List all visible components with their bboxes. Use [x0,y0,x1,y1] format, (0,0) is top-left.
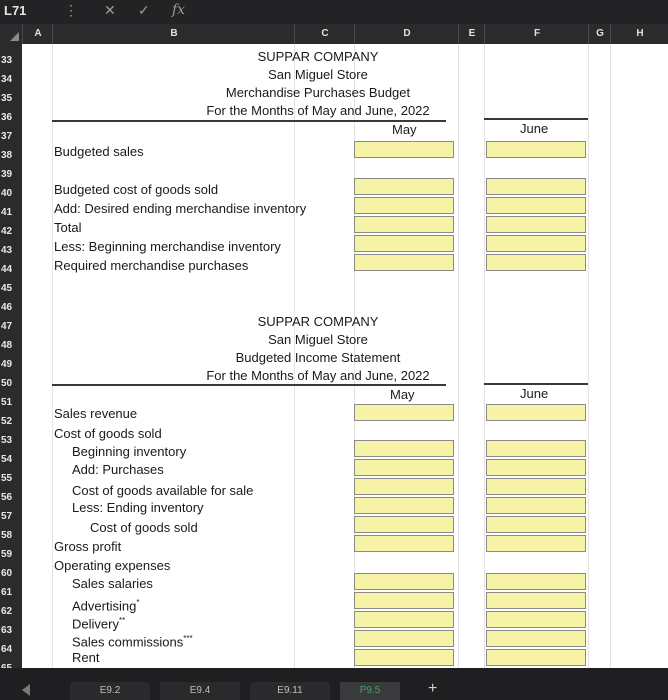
sheet-tab-bar [0,668,668,700]
function-icon[interactable]: fx [172,2,186,18]
cost-available-label: Cost of goods available for sale [72,483,254,498]
column-header-a[interactable]: A [22,24,53,44]
income-statement-company: SUPPAR COMPANY [257,314,379,329]
june-budgeted-sales-input[interactable] [486,141,586,158]
june-ending-inventory-input[interactable] [486,497,586,514]
may-total-input[interactable] [354,216,454,233]
row-header[interactable]: 40 [1,188,13,199]
may-budgeted-sales-input[interactable] [354,141,454,158]
row-header[interactable]: 51 [1,397,13,408]
june-purchases-input[interactable] [486,459,586,476]
select-all-corner[interactable] [0,24,22,44]
budgeted-sales-label: Budgeted sales [54,144,144,159]
june-beginning-inventory-input[interactable] [486,440,586,457]
june-advertising-input[interactable] [486,592,586,609]
column-header-h[interactable]: H [610,24,668,44]
row-header[interactable]: 59 [1,549,13,560]
row-header[interactable]: 63 [1,625,13,636]
june-total-input[interactable] [486,216,586,233]
row-header[interactable]: 48 [1,340,13,351]
confirm-icon[interactable]: ✓ [138,2,150,18]
june-sales-commissions-input[interactable] [486,630,586,647]
row-header[interactable]: 49 [1,359,13,370]
income-statement-store: San Miguel Store [268,332,368,347]
june-desired-ending-input[interactable] [486,197,586,214]
may-purchases-input[interactable] [354,459,454,476]
add-sheet-icon[interactable]: + [428,680,438,697]
may-advertising-input[interactable] [354,592,454,609]
rent-label: Rent [72,650,100,665]
june-cost-available-input[interactable] [486,478,586,495]
may-cost-available-input[interactable] [354,478,454,495]
may-cogs-total-input[interactable] [354,516,454,533]
june-gross-profit-input[interactable] [486,535,586,552]
row-header[interactable]: 36 [1,112,13,123]
required-purchases-label: Required merchandise purchases [54,258,249,273]
income-col-june: June [520,386,549,401]
row-header[interactable]: 50 [1,378,13,389]
row-header[interactable]: 39 [1,169,13,180]
purchases-budget-period: For the Months of May and June, 2022 [206,103,430,118]
column-header-d[interactable]: D [354,24,459,44]
cancel-icon[interactable]: ✕ [104,2,116,18]
may-beginning-input[interactable] [354,235,454,252]
row-header[interactable]: 42 [1,226,13,237]
june-cogs-total-input[interactable] [486,516,586,533]
column-header-g[interactable]: G [588,24,611,44]
june-cogs-input[interactable] [486,178,586,195]
row-header[interactable]: 55 [1,473,13,484]
may-sales-revenue-input[interactable] [354,404,454,421]
row-header[interactable]: 57 [1,511,13,522]
row-header[interactable]: 37 [1,131,13,142]
income-statement-title: Budgeted Income Statement [235,350,401,365]
purchases-col-may: May [392,122,417,137]
cogs-total-label: Cost of goods sold [90,520,198,535]
gross-profit-label: Gross profit [54,539,122,554]
sheet-tab[interactable]: E9.2 [70,682,150,700]
row-header[interactable]: 47 [1,321,13,332]
column-header-f[interactable]: F [484,24,589,44]
beginning-label: Less: Beginning merchandise inventory [54,239,281,254]
header-rule [52,384,446,386]
beginning-inventory-label: Beginning inventory [72,444,187,459]
may-beginning-inventory-input[interactable] [354,440,454,457]
desired-ending-label: Add: Desired ending merchandise inventory [54,201,307,216]
row-header[interactable]: 58 [1,530,13,541]
row-header[interactable]: 38 [1,150,13,161]
column-header-e[interactable]: E [458,24,485,44]
row-header[interactable]: 56 [1,492,13,503]
scroll-tabs-left-icon[interactable] [22,684,30,696]
sales-commissions-label: Sales commissions*** [72,634,193,650]
less-ending-label: Less: Ending inventory [72,500,204,515]
advertising-label: Advertising* [72,598,140,614]
row-header[interactable]: 34 [1,74,13,85]
delivery-label: Delivery** [72,616,126,632]
may-cogs-input[interactable] [354,178,454,195]
sales-revenue-label: Sales revenue [54,406,138,421]
june-beginning-input[interactable] [486,235,586,252]
column-header-bar [0,24,668,45]
income-col-may: May [390,387,415,402]
row-header[interactable]: 44 [1,264,13,275]
formula-input[interactable] [200,4,660,20]
header-rule [484,118,588,120]
row-header[interactable]: 52 [1,416,13,427]
purchases-budget-company: SUPPAR COMPANY [257,49,379,64]
purchases-budget-title: Merchandise Purchases Budget [225,85,411,100]
row-header[interactable]: 45 [1,283,13,294]
june-delivery-input[interactable] [486,611,586,628]
add-purchases-label: Add: Purchases [72,462,164,477]
june-required-input[interactable] [486,254,586,271]
worksheet-grid[interactable] [22,44,668,668]
purchases-budget-store: San Miguel Store [268,67,368,82]
may-sales-commissions-input[interactable] [354,630,454,647]
row-header[interactable]: 53 [1,435,13,446]
may-desired-ending-input[interactable] [354,197,454,214]
may-gross-profit-input[interactable] [354,535,454,552]
formula-bar [0,0,668,24]
row-header[interactable]: 41 [1,207,13,218]
may-required-input[interactable] [354,254,454,271]
row-header[interactable]: 62 [1,606,13,617]
sheet-tab[interactable]: E9.4 [160,682,240,700]
june-sales-salaries-input[interactable] [486,573,586,590]
row-header[interactable]: 64 [1,644,13,655]
cost-of-goods-sold-label: Cost of goods sold [54,426,162,441]
income-statement-period: For the Months of May and June, 2022 [206,368,430,383]
total-label: Total [54,220,82,235]
operating-expenses-label: Operating expenses [54,558,171,573]
row-header[interactable]: 43 [1,245,13,256]
may-delivery-input[interactable] [354,611,454,628]
header-rule [484,383,588,385]
sales-salaries-label: Sales salaries [72,576,153,591]
cogs-label: Budgeted cost of goods sold [54,182,219,197]
may-sales-salaries-input[interactable] [354,573,454,590]
row-header[interactable]: 35 [1,93,13,104]
row-header-bar [0,44,22,668]
may-rent-input[interactable] [354,649,454,666]
sheet-tab[interactable]: E9.11 [250,682,330,700]
row-header[interactable]: 60 [1,568,13,579]
header-rule [52,120,446,122]
column-header-c[interactable]: C [294,24,355,44]
column-header-b[interactable]: B [52,24,295,44]
june-sales-revenue-input[interactable] [486,404,586,421]
name-box-dropdown-icon[interactable]: ⋮ [64,2,78,18]
may-ending-inventory-input[interactable] [354,497,454,514]
june-rent-input[interactable] [486,649,586,666]
row-header[interactable]: 33 [1,55,13,66]
row-header[interactable]: 46 [1,302,13,313]
name-box[interactable]: L71 [4,3,27,18]
row-header[interactable]: 61 [1,587,13,598]
sheet-tab-active[interactable]: P9.5 [340,682,400,700]
row-header[interactable]: 54 [1,454,13,465]
purchases-col-june: June [520,121,549,136]
